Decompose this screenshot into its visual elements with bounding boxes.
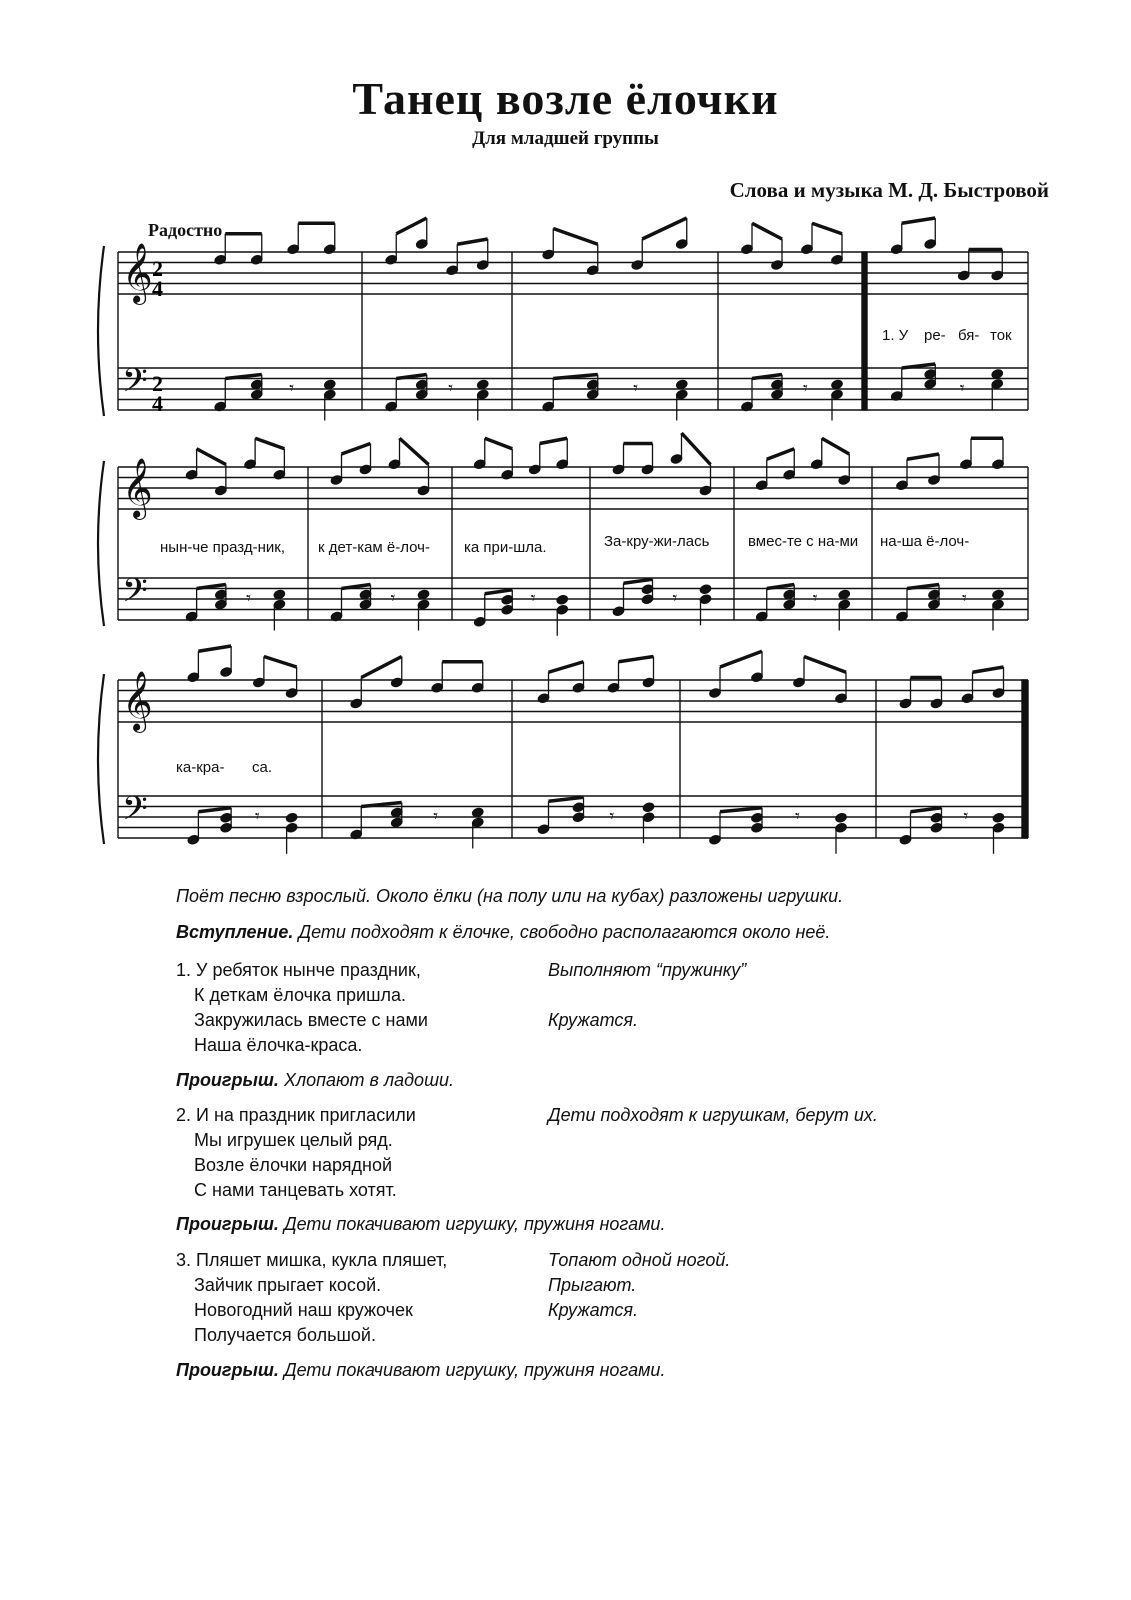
treble-clef-icon: 𝄞 (122, 243, 153, 303)
verse-action: Прыгают. (548, 1275, 637, 1295)
note-beam (752, 223, 782, 239)
notehead (834, 812, 847, 823)
eighth-rest-icon: 𝄾 (795, 806, 800, 827)
verse-3 (0, 1248, 1131, 1358)
notehead (992, 812, 1005, 823)
interlude-label: Проигрыш. (176, 1214, 279, 1234)
lyric: вмес-те с на-ми (748, 533, 859, 550)
verse-line: Возле ёлочки нарядной (194, 1155, 393, 1175)
note-beam (553, 229, 598, 245)
lyric: ка-кра- (176, 759, 225, 776)
note-beam (682, 433, 711, 465)
time-sig-top-treble: 2 (152, 256, 163, 281)
verse-action: Дети подходят к игрушкам, берут их. (548, 1105, 878, 1125)
eighth-rest-icon: 𝄾 (246, 588, 251, 609)
final-barline (1022, 680, 1027, 838)
time-sig-top-bass: 2 (152, 371, 163, 396)
eighth-rest-icon: 𝄾 (433, 806, 439, 827)
eighth-rest-icon: 𝄾 (959, 378, 965, 399)
eighth-rest-icon: 𝄾 (963, 806, 969, 827)
treble-clef-icon: 𝄞 (122, 458, 153, 518)
bass-clef-icon: 𝄢 (122, 572, 148, 618)
time-sig-bottom-treble: 4 (152, 276, 163, 301)
note-beam (822, 438, 850, 454)
note-beam (720, 651, 762, 667)
verse-line: 3. Пляшет мишка, кукла пляшет, (176, 1250, 448, 1270)
note-beam (198, 808, 231, 812)
lyric: За-кру-жи-лась (604, 533, 710, 550)
note-beam (624, 579, 653, 583)
verse-line: Мы игрушек целый ряд. (194, 1130, 393, 1150)
note-beam (973, 667, 1004, 672)
lyric: на-ша ё-лоч- (880, 533, 970, 550)
eighth-rest-icon: 𝄾 (803, 378, 808, 399)
lyric: нын-че празд-ник, (160, 539, 285, 556)
eighth-rest-icon: 𝄾 (448, 378, 454, 399)
verse-line: Получается большой. (194, 1325, 376, 1345)
note-beam (767, 449, 795, 460)
note-beam (642, 218, 687, 239)
note-beam (812, 223, 842, 234)
treble-clef-icon: 𝄞 (122, 671, 153, 731)
interlude-label: Проигрыш. (176, 1360, 279, 1380)
notehead (642, 802, 655, 813)
verse-line: 2. И на праздник пригласили (176, 1105, 416, 1125)
author-credit: Слова и музыка М. Д. Быстровой (729, 178, 1049, 202)
note-beam (485, 590, 513, 594)
lyric: бя- (958, 327, 980, 344)
verse-line: 1. У ребяток нынче праздник, (176, 960, 421, 980)
note-beam (549, 797, 584, 801)
system-brace (98, 461, 104, 626)
intro-label: Вступление. (176, 922, 294, 942)
note-beam (197, 449, 226, 465)
interlude-label: Проигрыш. (176, 1070, 279, 1090)
note-beam (911, 808, 942, 812)
verse-action: Выполняют “пружинку” (548, 960, 747, 980)
verse-action: Топают одной ногой. (548, 1250, 731, 1270)
bass-clef-icon: 𝄢 (122, 790, 148, 836)
lyric: к дет-кам ё-лоч- (318, 539, 430, 556)
song-subtitle: Для младшей группы (472, 128, 659, 149)
eighth-rest-icon: 𝄾 (254, 806, 260, 827)
tempo-marking: Радостно (148, 220, 223, 240)
interlude-text: Дети покачивают игрушку, пружиня ногами. (283, 1360, 666, 1380)
note-beam (457, 239, 488, 244)
lyric: ре- (924, 327, 946, 344)
interlude-3 (176, 1358, 665, 1383)
notehead (285, 812, 298, 823)
lyric: са. (252, 759, 273, 776)
time-sig-bottom-bass: 4 (152, 391, 163, 416)
verse-line: К деткам ёлочка пришла. (194, 985, 407, 1005)
intro-text: Дети подходят к ёлочке, свободно располагаются около неё. (298, 922, 831, 942)
note-beam (720, 808, 762, 812)
interlude-2 (176, 1212, 665, 1237)
interlude-text: Хлопают в ладоши. (283, 1070, 455, 1090)
eighth-rest-icon: 𝄾 (530, 588, 536, 609)
intro-paragraph (176, 920, 830, 945)
verse-line: Зайчик прыгает косой. (194, 1275, 382, 1295)
system-brace (98, 246, 104, 416)
eighth-rest-icon: 𝄾 (672, 588, 678, 609)
verse-action: Кружатся. (548, 1300, 639, 1320)
note-beam (485, 438, 513, 449)
note-beam (902, 218, 936, 223)
note-beam (255, 438, 284, 449)
note-beam (361, 657, 402, 678)
note-beam (264, 657, 297, 668)
note-beam (198, 646, 231, 651)
eighth-rest-icon: 𝄾 (633, 378, 639, 399)
lyric: ток (990, 327, 1012, 344)
interlude-1 (176, 1068, 454, 1093)
eighth-rest-icon: 𝄾 (390, 588, 396, 609)
lyric: ка при-шла. (464, 539, 547, 556)
eighth-rest-icon: 𝄾 (289, 378, 295, 399)
note-beam (619, 657, 654, 662)
notehead (699, 584, 712, 595)
notehead (556, 594, 569, 605)
verse-line: Наша ёлочка-краса. (194, 1035, 363, 1055)
verse-line: Закружилась вместе с нами (194, 1010, 428, 1030)
bass-clef-icon: 𝄢 (122, 362, 148, 408)
verse-line: С нами танцевать хотят. (194, 1180, 397, 1200)
repeat-barline (862, 252, 867, 410)
interlude-text: Дети покачивают игрушку, пружиня ногами. (283, 1214, 666, 1234)
system-brace (98, 674, 104, 844)
note-beam (540, 438, 568, 443)
note-beam (804, 657, 846, 673)
note-beam (396, 218, 427, 234)
note-beam (549, 662, 584, 673)
lyric: 1. У (882, 327, 909, 344)
note-beam (342, 444, 371, 455)
verse-line: Новогодний наш кружочек (194, 1300, 413, 1320)
note-beam (907, 454, 939, 459)
note-beam (400, 438, 429, 464)
song-title: Танец возле ёлочки (352, 73, 779, 124)
verse-2 (0, 1103, 1131, 1213)
eighth-rest-icon: 𝄾 (962, 588, 967, 609)
intro-note: Поёт песню взрослый. Около ёлки (на полу или на кубах) разложены игрушки. (176, 886, 844, 906)
eighth-rest-icon: 𝄾 (609, 806, 615, 827)
eighth-rest-icon: 𝄾 (812, 588, 818, 609)
verse-1 (0, 958, 1131, 1068)
verse-action: Кружатся. (548, 1010, 639, 1030)
